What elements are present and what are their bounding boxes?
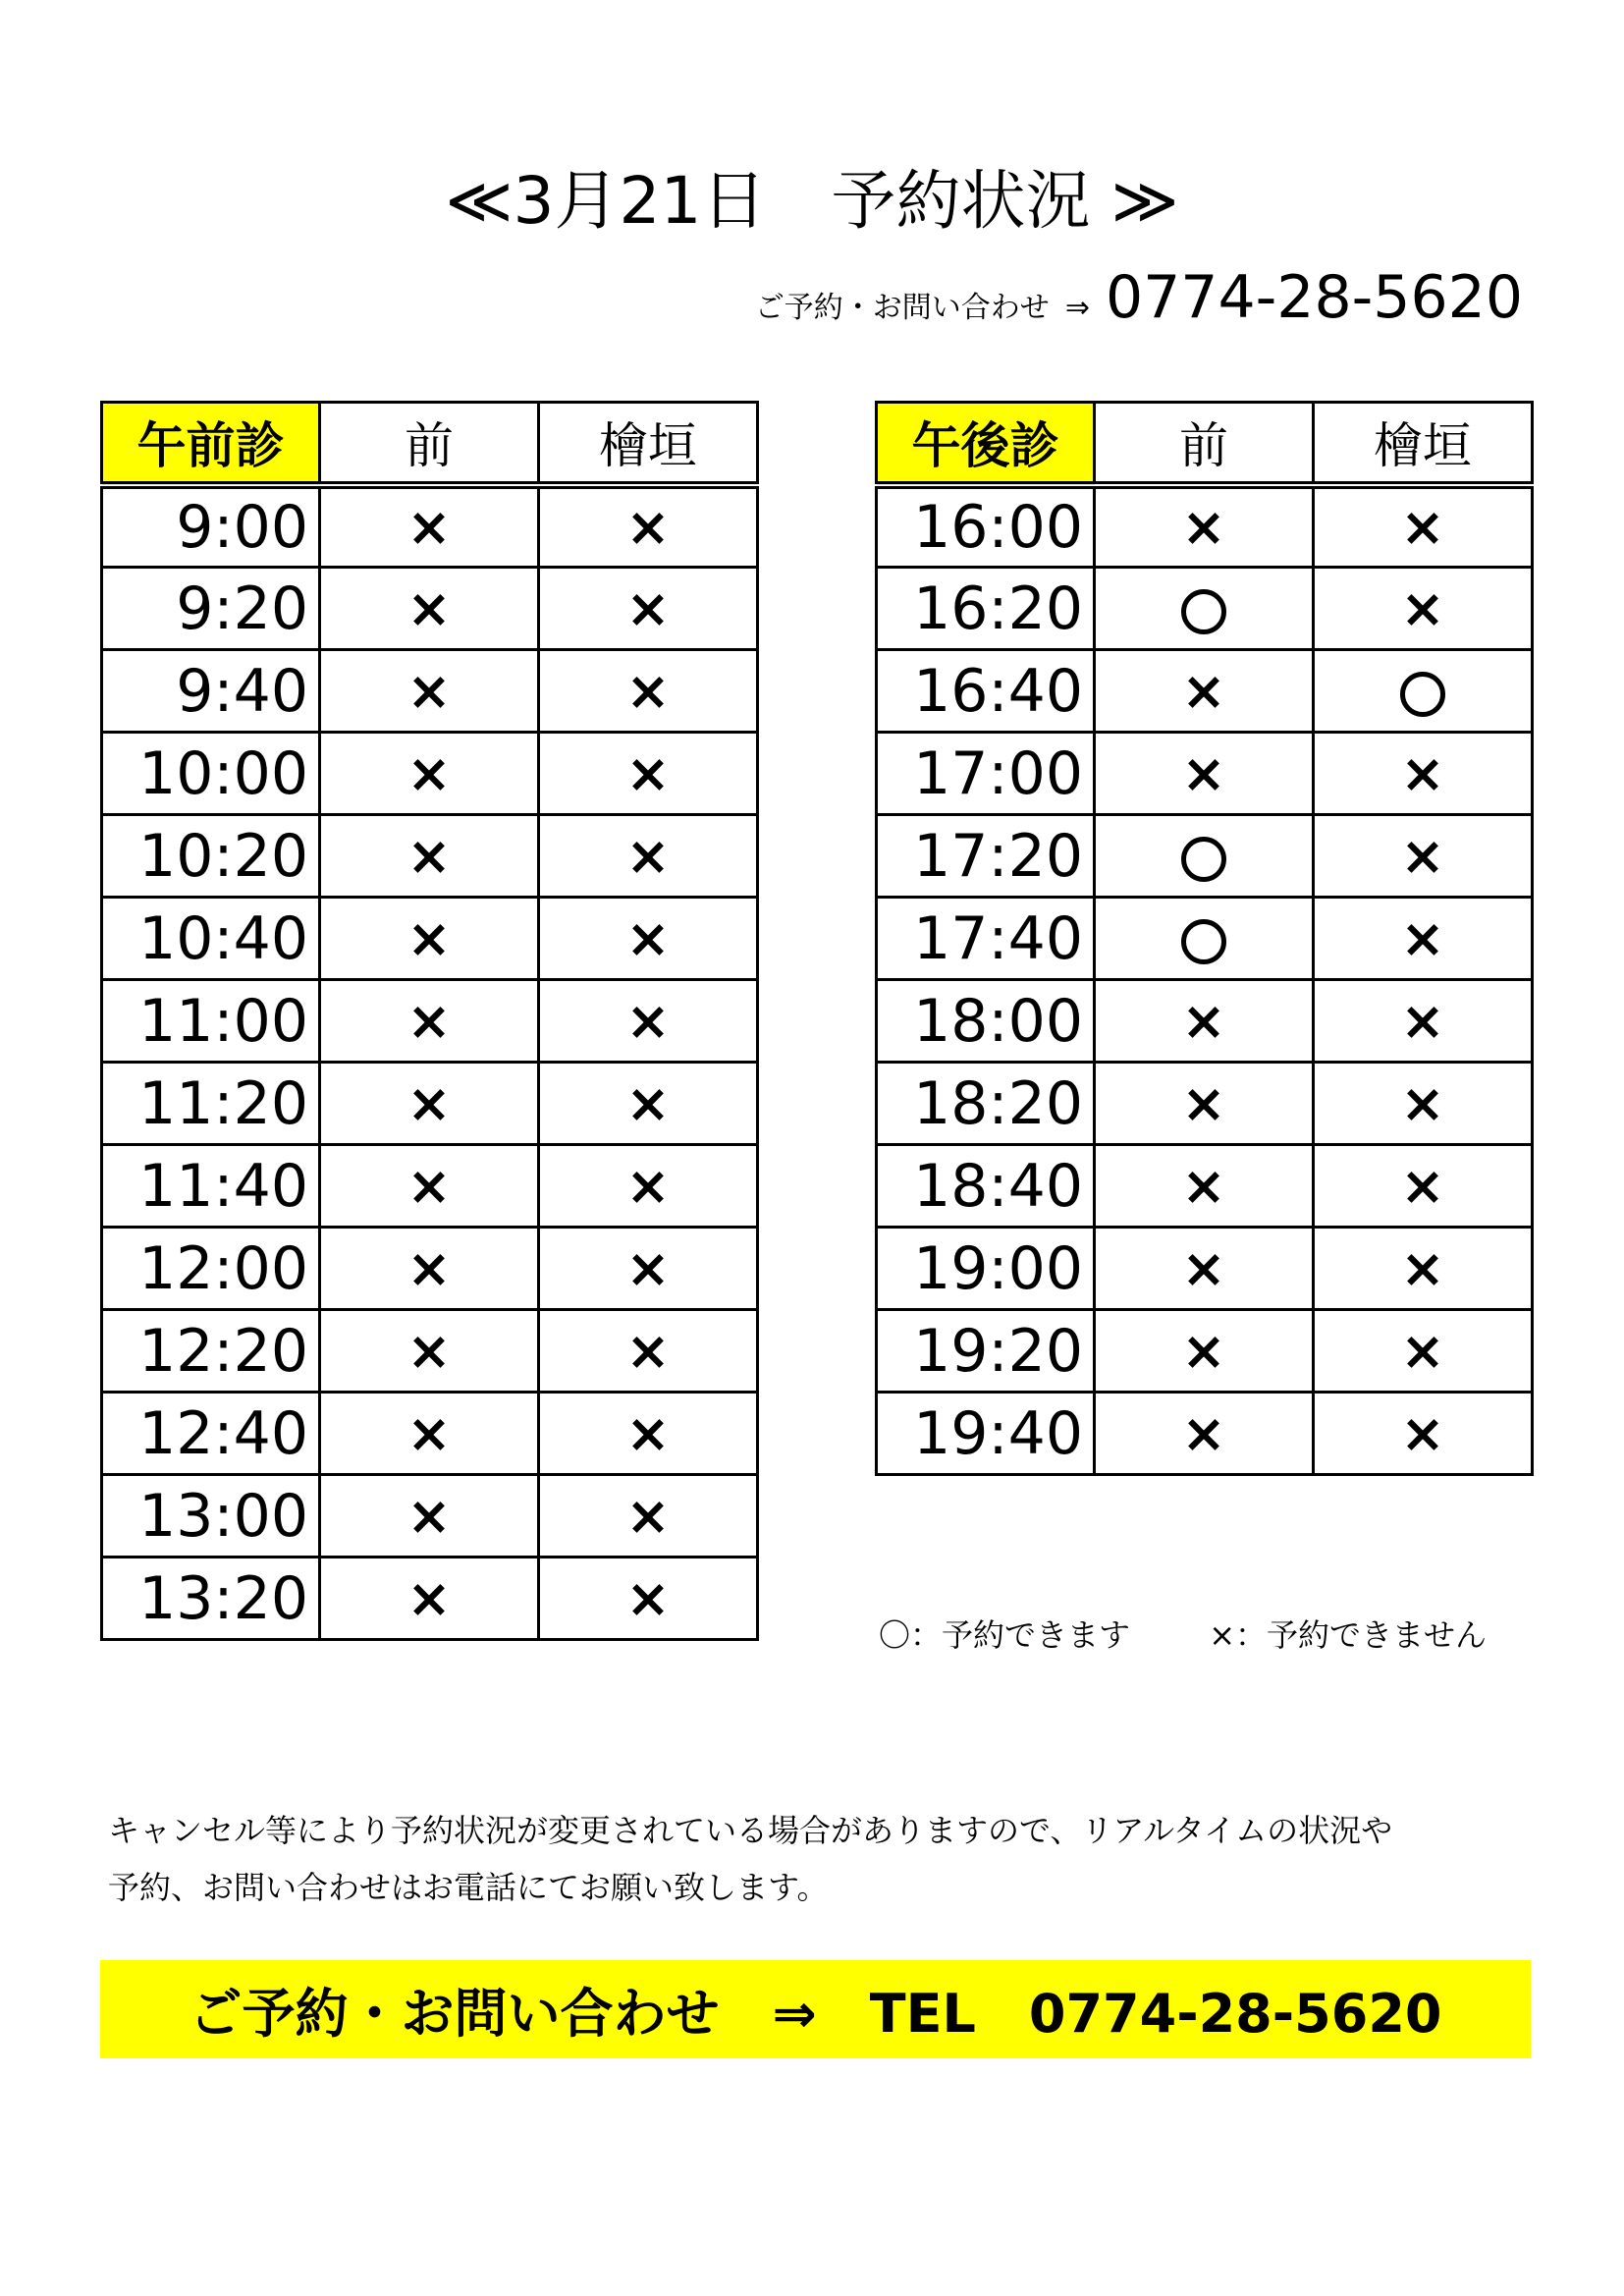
page-title: ≪3月21日 予約状況 ≫ [445,163,1179,239]
availability-mae [320,815,539,898]
table-row [102,980,758,1063]
availability-mae [1095,980,1314,1063]
availability-mae [320,650,539,733]
time-slot: 11:40 [102,1145,320,1228]
availability-higaki [1314,568,1533,650]
availability-mae [320,1558,539,1640]
availability-mae [1095,1145,1314,1228]
doctor-higaki-header: 檜垣 [1314,403,1533,485]
availability-mae [320,980,539,1063]
unavailable-mark: × [625,496,671,559]
availability-higaki [539,898,758,980]
unavailable-mark: × [625,577,671,639]
unavailable-mark: × [406,660,452,722]
unavailable-mark: × [1400,1402,1445,1464]
notice-line: 予約、お問い合わせはお電話にてお願い致します。 [108,1869,829,1906]
unavailable-mark: × [406,1237,452,1299]
doctor-mae-header: 前 [1095,403,1314,485]
availability-mae [1095,1310,1314,1393]
unavailable-mark: × [625,1320,671,1382]
availability-higaki [1314,1228,1533,1310]
time-slot: 17:00 [877,733,1095,815]
table-row [877,815,1533,898]
time-slot: 12:40 [102,1393,320,1475]
unavailable-mark: × [625,825,671,887]
availability-mae [320,1063,539,1145]
time-slot: 17:40 [877,898,1095,980]
notice-line: キャンセル等により予約状況が変更されている場合がありますので、リアルタイムの状況や [108,1812,1393,1849]
time-slot: 19:00 [877,1228,1095,1310]
unavailable-mark: × [406,577,452,639]
availability-mae [320,898,539,980]
legend [879,1611,1555,1656]
unavailable-mark: × [406,1567,452,1629]
availability-mae [1095,650,1314,733]
availability-higaki [539,1558,758,1640]
unavailable-mark: × [1181,1072,1226,1134]
availability-higaki [539,1475,758,1558]
time-slot: 16:40 [877,650,1095,733]
availability-mae [1095,733,1314,815]
time-slot: 11:00 [102,980,320,1063]
unavailable-mark: × [406,1485,452,1547]
availability-higaki [1314,733,1533,815]
table-row [102,815,758,898]
table-row [877,898,1533,980]
availability-higaki [1314,1145,1533,1228]
table-row [102,568,758,650]
availability-higaki [1314,980,1533,1063]
table-row [102,1393,758,1475]
availability-mae [1095,1393,1314,1475]
time-slot: 9:00 [102,485,320,568]
afternoon-header-label: 午後診 [877,403,1095,485]
table-header-row [877,403,1533,485]
availability-higaki [539,1310,758,1393]
availability-higaki [1314,485,1533,568]
morning-schedule-table [100,401,759,1641]
unavailable-mark: × [625,1237,671,1299]
table-row [102,898,758,980]
time-slot: 19:40 [877,1393,1095,1475]
unavailable-mark: × [406,1320,452,1382]
table-row [877,1228,1533,1310]
table-row [102,1558,758,1640]
notice-text [108,1802,1392,1916]
availability-mae [1095,485,1314,568]
availability-mae [1095,1228,1314,1310]
time-slot: 16:20 [877,568,1095,650]
table-row [877,485,1533,568]
availability-higaki [539,1063,758,1145]
unavailable-mark: × [406,990,452,1052]
table-row [102,485,758,568]
available-mark [1400,672,1445,717]
availability-higaki [539,1145,758,1228]
unavailable-mark: × [625,1402,671,1464]
unavailable-mark: × [1400,1155,1445,1217]
availability-mae [1095,898,1314,980]
table-row [102,1145,758,1228]
unavailable-mark: × [625,907,671,969]
unavailable-mark: × [625,1567,671,1629]
time-slot: 13:00 [102,1475,320,1558]
time-slot: 18:40 [877,1145,1095,1228]
legend-available: 〇：予約できます [879,1616,1131,1654]
table-row [877,733,1533,815]
unavailable-mark: × [1400,907,1445,969]
table-row [877,568,1533,650]
legend-unavailable: ×：予約できません [1209,1616,1488,1654]
unavailable-mark: × [1181,1320,1226,1382]
unavailable-mark: × [1181,742,1226,804]
unavailable-mark: × [1400,825,1445,887]
available-mark [1181,837,1226,882]
availability-mae [320,1393,539,1475]
time-slot: 10:40 [102,898,320,980]
availability-higaki [1314,650,1533,733]
table-row [877,1310,1533,1393]
table-row [102,650,758,733]
table-row [102,1063,758,1145]
availability-higaki [539,733,758,815]
afternoon-schedule-table [875,401,1534,1476]
availability-higaki [539,1393,758,1475]
unavailable-mark: × [406,496,452,559]
unavailable-mark: × [1400,496,1445,559]
table-row [877,1063,1533,1145]
availability-higaki [1314,1310,1533,1393]
table-row [877,1393,1533,1475]
table-row [102,1228,758,1310]
availability-mae [320,1475,539,1558]
availability-higaki [1314,1393,1533,1475]
availability-mae [1095,568,1314,650]
unavailable-mark: × [625,1155,671,1217]
unavailable-mark: × [1181,990,1226,1052]
time-slot: 19:20 [877,1310,1095,1393]
table-row [102,1475,758,1558]
availability-mae [320,485,539,568]
time-slot: 10:00 [102,733,320,815]
unavailable-mark: × [1400,1320,1445,1382]
table-row [102,1310,758,1393]
unavailable-mark: × [1181,660,1226,722]
unavailable-mark: × [1400,1237,1445,1299]
contact-banner: ご予約・お問い合わせ ⇒ TEL 0774-28-5620 [100,1960,1531,2058]
available-mark [1181,589,1226,634]
availability-higaki [539,650,758,733]
availability-higaki [1314,898,1533,980]
time-slot: 18:20 [877,1063,1095,1145]
table-row [102,733,758,815]
unavailable-mark: × [625,742,671,804]
unavailable-mark: × [625,1485,671,1547]
availability-higaki [1314,1063,1533,1145]
unavailable-mark: × [1400,1072,1445,1134]
unavailable-mark: × [406,1072,452,1134]
table-row [877,650,1533,733]
time-slot: 12:20 [102,1310,320,1393]
unavailable-mark: × [406,1402,452,1464]
doctor-higaki-header: 檜垣 [539,403,758,485]
unavailable-mark: × [406,907,452,969]
time-slot: 9:40 [102,650,320,733]
time-slot: 11:20 [102,1063,320,1145]
availability-higaki [539,485,758,568]
time-slot: 9:20 [102,568,320,650]
morning-header-label: 午前診 [102,403,320,485]
availability-mae [320,1228,539,1310]
table-row [877,1145,1533,1228]
availability-higaki [539,815,758,898]
availability-higaki [539,980,758,1063]
availability-higaki [539,568,758,650]
contact-label: ご予約・お問い合わせ [754,291,1050,325]
unavailable-mark: × [1181,496,1226,559]
availability-higaki [539,1228,758,1310]
time-slot: 18:00 [877,980,1095,1063]
time-slot: 12:00 [102,1228,320,1310]
unavailable-mark: × [1400,990,1445,1052]
available-mark [1181,919,1226,964]
time-slot: 10:20 [102,815,320,898]
arrow-icon: ⇒ [1064,291,1090,325]
time-slot: 16:00 [877,485,1095,568]
unavailable-mark: × [406,825,452,887]
availability-mae [1095,815,1314,898]
doctor-mae-header: 前 [320,403,539,485]
availability-mae [320,568,539,650]
table-header-row [102,403,758,485]
unavailable-mark: × [625,1072,671,1134]
unavailable-mark: × [1400,577,1445,639]
unavailable-mark: × [1400,742,1445,804]
unavailable-mark: × [1181,1237,1226,1299]
time-slot: 17:20 [877,815,1095,898]
availability-mae [1095,1063,1314,1145]
contact-phone[interactable]: 0774-28-5620 [1105,263,1523,332]
unavailable-mark: × [406,1155,452,1217]
contact-line [755,263,1523,332]
unavailable-mark: × [1181,1402,1226,1464]
availability-mae [320,1145,539,1228]
unavailable-mark: × [1181,1155,1226,1217]
unavailable-mark: × [625,660,671,722]
unavailable-mark: × [625,990,671,1052]
availability-higaki [1314,815,1533,898]
availability-mae [320,1310,539,1393]
availability-mae [320,733,539,815]
time-slot: 13:20 [102,1558,320,1640]
table-row [877,980,1533,1063]
unavailable-mark: × [406,742,452,804]
